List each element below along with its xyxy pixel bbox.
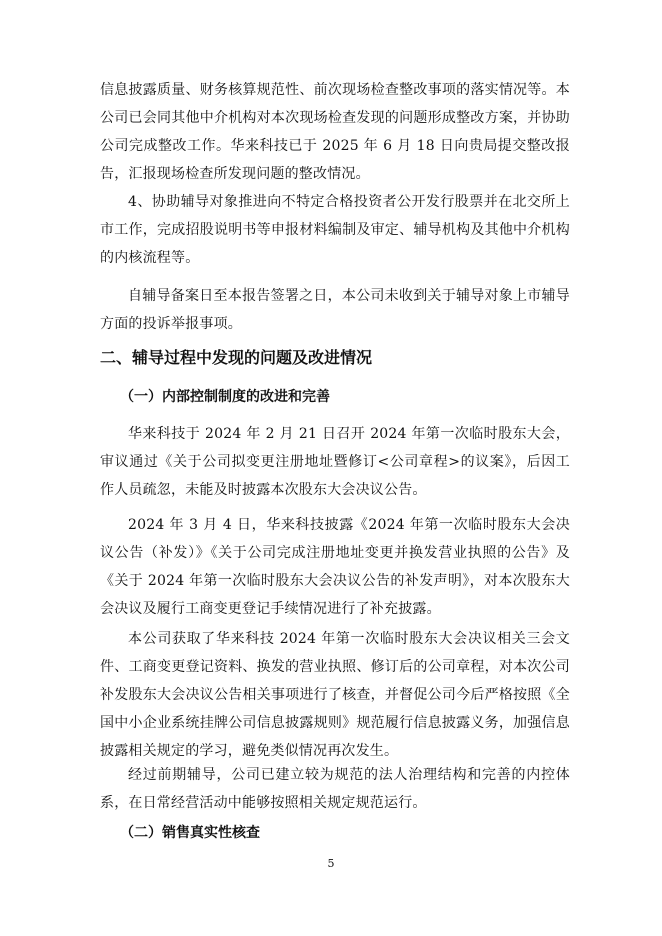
paragraph-rectification-report: 信息披露质量、财务核算规范性、前次现场检查整改事项的落实情况等。本公司已会同其他中介机构对本次现场检查发现的问题形成整改方案，并协助公司完成整改工作。华来科技已于 2025 年 6 月 18 日向贵局提交整改报告，汇报现场检查所发现问题的整改情况。 (100, 82, 570, 182)
section-heading-problems: 二、辅导过程中发现的问题及改进情况 (100, 348, 373, 367)
subsection-heading-internal-control: （一）内部控制制度的改进和完善 (120, 389, 330, 405)
paragraph-verification: 本公司获取了华来科技 2024 年第一次临时股东大会决议相关三会文件、工商变更登记资料、换发的营业执照、修订后的公司章程，对本次公司补发股东大会决议公告相关事项进行了核查，并督促公司今后严格按照《全国中小企业系统挂牌公司信息披露规则》规范履行信息披露义务，加强信息披露相关规定的学习，避免类似情况再次发生。 (100, 631, 570, 759)
paragraph-shareholder-meeting: 华来科技于 2024 年 2 月 21 日召开 2024 年第一次临时股东大会，审议通过《关于公司拟变更注册地址暨修订<公司章程>的议案》，后因工作人员疏忽，未能及时披露本次股东大会决议公告。 (100, 426, 570, 498)
paragraph-listing-work: 4、协助辅导对象推进向不特定合格投资者公开发行股票并在北交所上市工作，完成招股说明书等申报材料编制及审定、辅导机构及其他中介机构的内核流程等。 (100, 194, 570, 266)
paragraph-complaints: 自辅导备案日至本报告签署之日，本公司未收到关于辅导对象上市辅导方面的投诉举报事项。 (100, 288, 570, 332)
subsection-heading-sales-verification: （二）销售真实性核查 (120, 825, 260, 841)
page-number: 5 (327, 857, 335, 870)
paragraph-governance: 经过前期辅导，公司已建立较为规范的法人治理结构和完善的内控体系，在日常经营活动中能够按照相关规定规范运行。 (100, 767, 570, 811)
paragraph-supplementary-disclosure: 2024 年 3 月 4 日，华来科技披露《2024 年第一次临时股东大会决议公告（补发）》《关于公司完成注册地址变更并换发营业执照的公告》及《关于 2024 年第一次临时股东大会决议公告的补发声明》，对本次股东大会决议及履行工商变更登记手续情况进行了补充披露。 (100, 517, 570, 617)
